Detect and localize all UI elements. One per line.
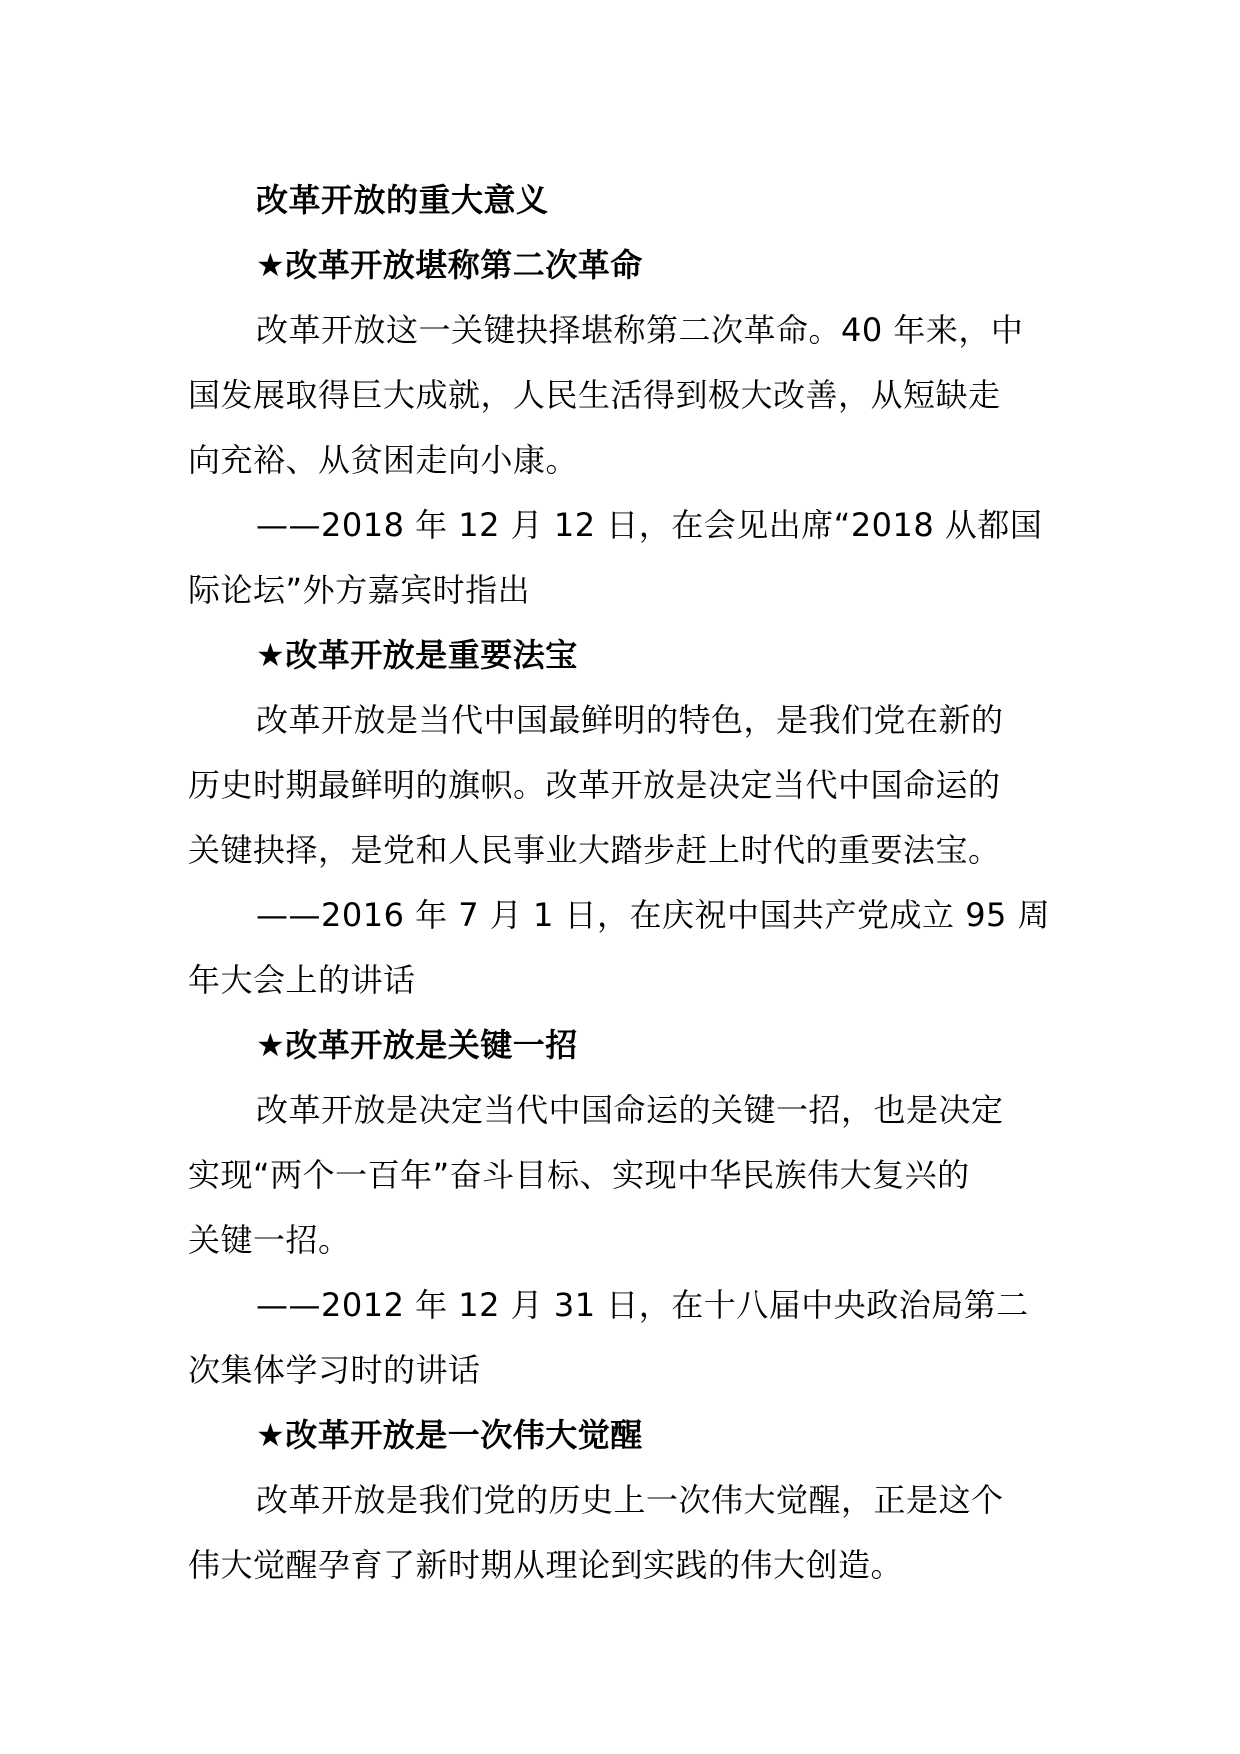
source-line: ——2018 年 12 月 12 日，在会见出席“2018 从都国 (256, 506, 1043, 544)
paragraph-line: 国发展取得巨大成就，人民生活得到极大改善，从短缺走 (188, 376, 1001, 414)
section-heading (188, 623, 1056, 688)
star-icon: ★ (256, 246, 286, 284)
section-heading-text: 改革开放是关键一招 (285, 1026, 578, 1064)
section-heading-text: 改革开放堪称第二次革命 (285, 246, 643, 284)
section-heading (188, 233, 1056, 298)
paragraph-line: 改革开放是我们党的历史上一次伟大觉醒，正是这个 (256, 1481, 1004, 1519)
section-heading (188, 1013, 1056, 1078)
source-line: ——2016 年 7 月 1 日，在庆祝中国共产党成立 95 周 (256, 896, 1051, 934)
paragraph-line: 关键抉择，是党和人民事业大踏步赶上时代的重要法宝。 (188, 831, 1001, 869)
section-heading (188, 1403, 1056, 1468)
paragraph-line: 历史时期最鲜明的旗帜。改革开放是决定当代中国命运的 (188, 766, 1001, 804)
source-line: 际论坛”外方嘉宾时指出 (188, 571, 531, 609)
section-heading-text: 改革开放是重要法宝 (285, 636, 578, 674)
source-line: ——2012 年 12 月 31 日，在十八届中央政治局第二 (256, 1286, 1029, 1324)
paragraph-line: 改革开放是决定当代中国命运的关键一招，也是决定 (256, 1091, 1004, 1129)
paragraph-line: 实现“两个一百年”奋斗目标、实现中华民族伟大复兴的 (188, 1156, 970, 1194)
source-line: 年大会上的讲话 (188, 961, 416, 999)
paragraph-line: 改革开放这一关键抉择堪称第二次革命。40 年来，中 (256, 311, 1024, 349)
paragraph-line: 伟大觉醒孕育了新时期从理论到实践的伟大创造。 (188, 1546, 904, 1584)
paragraph-line: 向充裕、从贫困走向小康。 (188, 441, 579, 479)
star-icon: ★ (256, 1026, 286, 1064)
star-icon: ★ (256, 1416, 286, 1454)
paragraph-line: 改革开放是当代中国最鲜明的特色，是我们党在新的 (256, 701, 1004, 739)
paragraph-line: 关键一招。 (188, 1221, 351, 1259)
document-page (188, 168, 1056, 1598)
section-heading-text: 改革开放是一次伟大觉醒 (285, 1416, 643, 1454)
document-title: 改革开放的重大意义 (256, 181, 549, 219)
star-icon: ★ (256, 636, 286, 674)
source-line: 次集体学习时的讲话 (188, 1351, 481, 1389)
